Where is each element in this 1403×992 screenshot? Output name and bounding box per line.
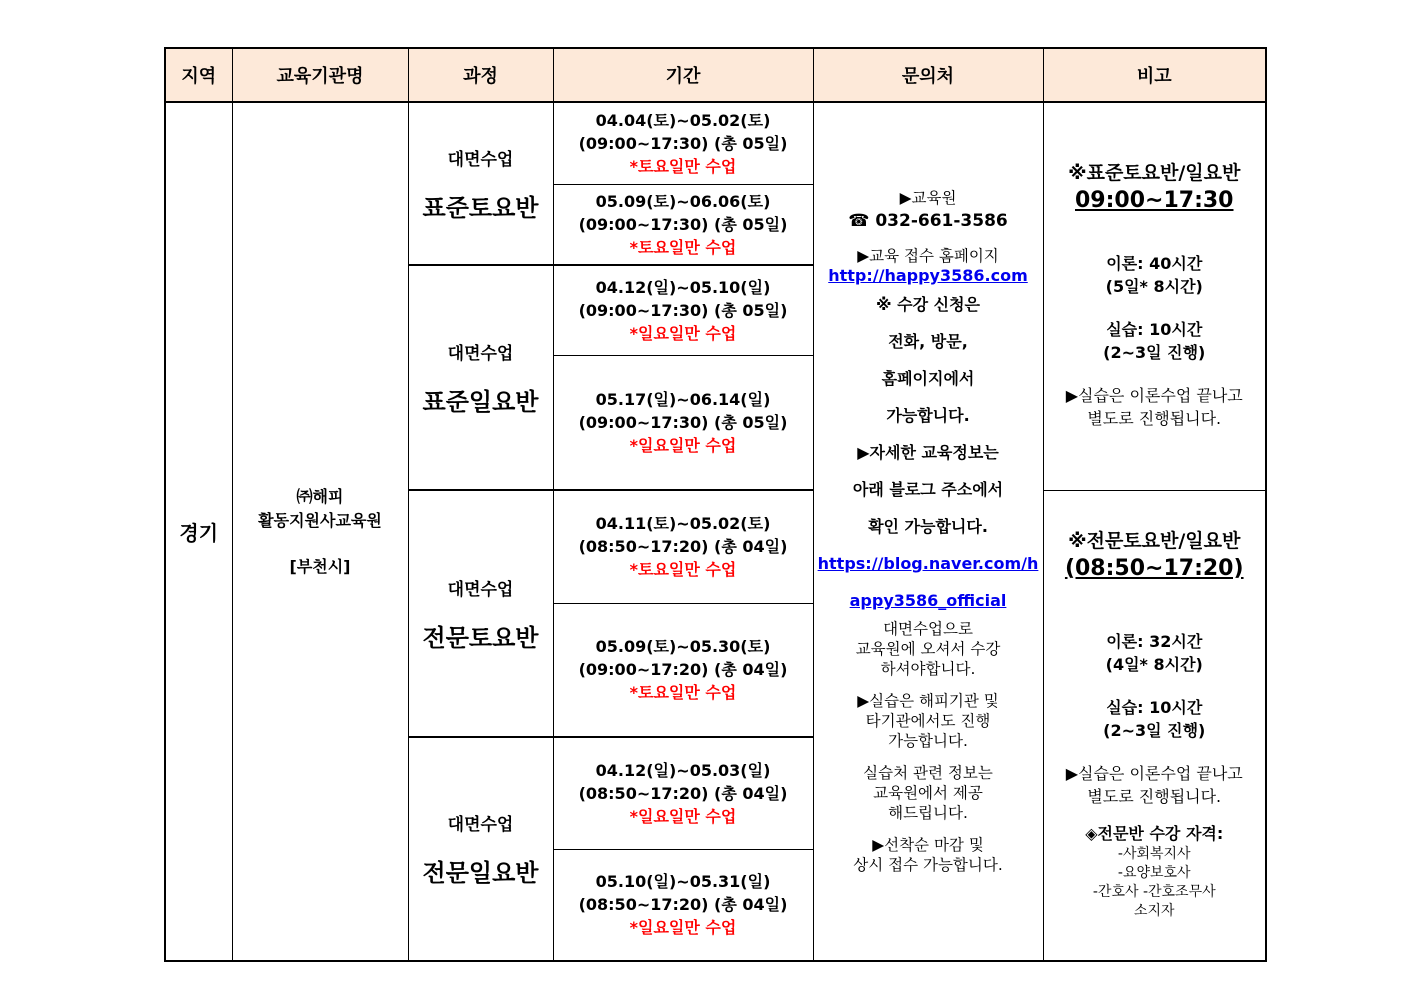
course-mode: 대면수업: [447, 343, 514, 364]
contact-blog-2: 아래 블로그 주소에서: [852, 480, 1004, 499]
schedule-table: [164, 47, 1267, 962]
institution-city: [부천시]: [289, 556, 351, 576]
notes-expert-qual-title: ◈전문반 수강 자격:: [1085, 823, 1224, 843]
course-mode: 대면수업: [447, 815, 514, 835]
notes-standard-title: ※표준토요반/일요반: [1068, 162, 1241, 185]
period-cell: [553, 265, 813, 355]
institution-name: ㈜해피: [296, 486, 344, 506]
period-hours: (09:00~17:30) (총 05일): [578, 214, 788, 234]
period-cell: [553, 355, 813, 490]
notes-expert-qual-3: -간호사 -간호조무사: [1092, 883, 1216, 900]
course-mode: 대면수업: [447, 579, 514, 600]
period-dates: 04.12(일)~05.03(일): [595, 760, 771, 780]
period-cell: [553, 102, 813, 184]
contact-practice-2: 타기관에서도 진행: [865, 712, 991, 730]
notes-standard-theory: 이론: 40시간: [1106, 254, 1203, 274]
period-note: *토요일만 수업: [629, 560, 737, 580]
contact-homepage-label: ▶교육 접수 홈페이지: [857, 247, 999, 265]
contact-apply-2: 전화, 방문,: [888, 332, 968, 351]
notes-expert-qual-2: -요양보호사: [1117, 864, 1191, 881]
period-hours: (09:00~17:30) (총 05일): [578, 133, 788, 153]
notes-standard-practice-detail: (2~3일 진행): [1103, 343, 1206, 363]
homepage-link[interactable]: http://happy3586.com: [828, 266, 1028, 285]
period-hours: (08:50~17:20) (총 04일): [578, 783, 788, 803]
contact-blog-3: 확인 가능합니다.: [868, 517, 988, 536]
blog-link-2[interactable]: appy3586_official: [849, 591, 1007, 610]
course-mode: 대면수업: [447, 149, 514, 170]
period-cell: [553, 490, 813, 603]
header-institution: 교육기관명: [232, 48, 408, 102]
notes-expert-practice: 실습: 10시간: [1106, 697, 1203, 717]
institution-name-2: 활동지원사교육원: [258, 510, 382, 530]
period-note: *토요일만 수업: [629, 156, 737, 176]
period-dates: 04.11(토)~05.02(토): [595, 514, 771, 534]
header-notes: 비고: [1043, 48, 1266, 102]
period-cell: [553, 184, 813, 265]
notes-standard-practice: 실습: 10시간: [1106, 320, 1203, 340]
notes-expert-cell: [1043, 490, 1266, 961]
notes-expert-qual-4: 소지자: [1133, 902, 1175, 919]
contact-site-3: 해드립니다.: [888, 804, 968, 822]
course-name: 표준일요반: [422, 387, 539, 416]
table-row: [165, 102, 1266, 184]
period-dates: 05.10(일)~05.31(일): [595, 872, 771, 892]
notes-standard-after-2: 별도로 진행됩니다.: [1087, 409, 1222, 429]
notes-expert-title: ※전문토요반/일요반: [1068, 529, 1241, 552]
course-cell: [408, 102, 553, 265]
contact-practice-3: 가능합니다.: [888, 732, 968, 750]
period-hours: (09:00~17:30) (총 05일): [578, 300, 788, 320]
header-course: 과정: [408, 48, 553, 102]
period-note: *일요일만 수업: [629, 918, 737, 938]
period-hours: (08:50~17:20) (총 04일): [578, 895, 788, 915]
contact-close-1: ▶선착순 마감 및: [872, 836, 984, 854]
contact-blog-1: ▶자세한 교육정보는: [857, 443, 999, 462]
period-hours: (08:50~17:20) (총 04일): [578, 537, 788, 557]
period-note: *토요일만 수업: [629, 683, 737, 703]
notes-expert-theory: 이론: 32시간: [1106, 631, 1203, 651]
notes-standard-time: 09:00~17:30: [1075, 188, 1234, 214]
period-dates: 05.17(일)~06.14(일): [595, 389, 771, 409]
header-contact: 문의처: [813, 48, 1043, 102]
period-note: *일요일만 수업: [629, 435, 737, 455]
period-hours: (09:00~17:20) (총 04일): [578, 660, 788, 680]
period-dates: 04.12(일)~05.10(일): [595, 277, 771, 297]
contact-practice-1: ▶실습은 해피기관 및: [857, 692, 999, 710]
contact-f2f-2: 교육원에 오셔서 수강: [855, 640, 1001, 658]
period-dates: 04.04(토)~05.02(토): [595, 110, 771, 130]
course-name: 전문일요반: [422, 859, 539, 887]
notes-standard-after-1: ▶실습은 이론수업 끝나고: [1065, 386, 1243, 406]
period-note: *일요일만 수업: [629, 806, 737, 826]
contact-org: ▶교육원: [899, 189, 957, 207]
period-dates: 05.09(토)~05.30(토): [595, 637, 771, 657]
notes-expert-after-2: 별도로 진행됩니다.: [1087, 786, 1222, 806]
course-cell: [408, 737, 553, 961]
contact-apply-3: 홈페이지에서: [881, 369, 975, 388]
period-dates: 05.09(토)~06.06(토): [595, 191, 771, 211]
contact-cell: [813, 102, 1043, 961]
notes-standard-cell: [1043, 102, 1266, 490]
course-name: 전문토요반: [422, 623, 539, 652]
contact-apply-1: ※ 수강 신청은: [876, 295, 980, 314]
course-cell: [408, 490, 553, 737]
header-period: 기간: [553, 48, 813, 102]
notes-expert-time: (08:50~17:20): [1064, 555, 1244, 581]
contact-site-1: 실습처 관련 정보는: [863, 764, 993, 782]
contact-close-2: 상시 접수 가능합니다.: [853, 856, 1003, 874]
contact-site-2: 교육원에서 제공: [873, 784, 983, 802]
course-cell: [408, 265, 553, 490]
period-hours: (09:00~17:30) (총 05일): [578, 412, 788, 432]
header-row: [165, 48, 1266, 102]
contact-apply-4: 가능합니다.: [886, 406, 970, 425]
blog-link-1[interactable]: https://blog.naver.com/h: [817, 554, 1039, 573]
period-cell: [553, 603, 813, 737]
institution-cell: [232, 102, 408, 961]
notes-expert-practice-detail: (2~3일 진행): [1103, 720, 1206, 740]
notes-standard-theory-detail: (5일* 8시간): [1105, 277, 1203, 297]
period-note: *토요일만 수업: [629, 237, 737, 257]
region-cell: 경기: [165, 102, 232, 961]
period-note: *일요일만 수업: [629, 323, 737, 343]
contact-phone: ☎ 032-661-3586: [848, 211, 1008, 231]
notes-expert-theory-detail: (4일* 8시간): [1105, 654, 1203, 674]
header-region: 지역: [165, 48, 232, 102]
period-cell: [553, 849, 813, 961]
notes-expert-qual-1: -사회복지사: [1117, 845, 1191, 862]
contact-f2f-3: 하셔야합니다.: [880, 660, 976, 678]
contact-f2f-1: 대면수업으로: [883, 620, 973, 638]
course-name: 표준토요반: [422, 193, 539, 222]
notes-expert-after-1: ▶실습은 이론수업 끝나고: [1065, 763, 1243, 783]
period-cell: [553, 737, 813, 849]
